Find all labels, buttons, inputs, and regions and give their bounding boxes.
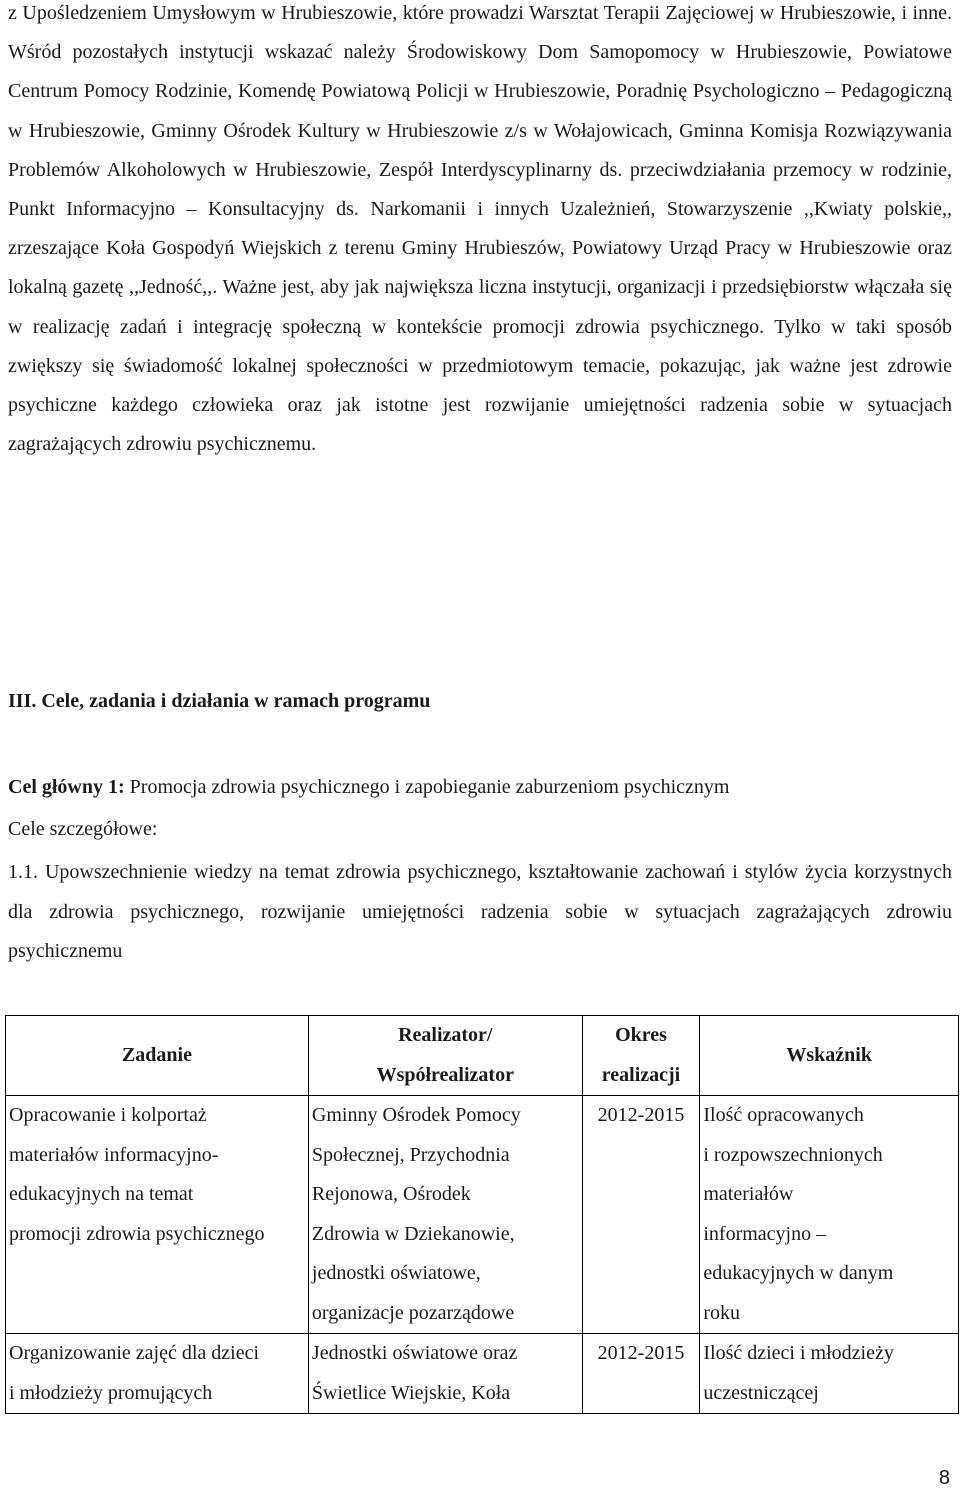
header-implementer-line1: Realizator/ xyxy=(398,1024,493,1046)
cell-line: Zdrowia w Dziekanowie, xyxy=(311,1222,515,1245)
header-indicator: Wskaźnik xyxy=(700,1016,959,1096)
goal-1-1: 1.1. Upowszechnienie wiedzy na temat zdrowia psychicznego, kształtowanie zachowań i stylów życia korzystnych dla zdrowia psychicznego, rozwijanie umiejętności radzenia sobie w sytuacjach zagrażających zdrowiu psychicznemu xyxy=(8,861,952,962)
header-period-line2: realizacji xyxy=(601,1063,681,1086)
cell-line: jednostki oświatowe, xyxy=(311,1262,481,1284)
intro-paragraph: z Upośledzeniem Umysłowym w Hrubieszowie, które prowadzi Warsztat Terapii Zajęciowej w Hrubieszowie, i inne. Wśród pozostałych instytucji wskazać należy Środowiskowy Dom Samopomocy w Hrubieszowie, Powiatowe Centrum Pomocy Rodzinie, Komendę Powiatową Policji w Hrubieszowie, Poradnię Psychologiczno – Pedagogiczną w Hrubieszowie, Gminny Ośrodek Kultury w Hrubieszowie z/s w Wołajowicach, Gminna Komisja Rozwiązywania Problemów Alkoholowych w Hrubieszowie, Zespół Interdyscyplinarny ds. przeciwdziałania przemocy w rodzinie, Punkt Informacyjno – Konsultacyjny ds. Narkomanii i innych Uzależnień, Stowarzyszenie ,,Kwiaty polskie,, zrzeszające Koła Gospodyń Wiejskich z terenu Gminy Hrubieszów, Powiatowy Urząd Pracy w Hrubieszowie oraz lokalną gazetę ,,Jedność,,. Ważne jest, aby jak największa liczna instytucji, organizacji i przedsiębiorstw włączała się w realizację zadań i integrację społeczną w kontekście promocji zdrowia psychicznego. Tylko w taki sposób zwiększy się świadomość lokalnej społeczności w przedmiotowym temacie, pokazując, jak ważne jest zdrowie psychiczne każdego człowieka oraz jak istotne jest rozwijanie umiejętności radzenia sobie w sytuacjach zagrażających zdrowiu psychicznemu. xyxy=(8,2,952,456)
cell-line: materiałów xyxy=(703,1183,794,1205)
cell-line: promocji zdrowia psychicznego xyxy=(9,1222,265,1245)
cell-indicator xyxy=(700,1096,959,1334)
cell-line: edukacyjnych w danym xyxy=(703,1262,894,1284)
table-row xyxy=(6,1334,959,1414)
section-heading: III. Cele, zadania i działania w ramach programu xyxy=(8,690,431,712)
cell-line: organizacje pozarządowe xyxy=(311,1301,515,1324)
cell-indicator xyxy=(700,1334,959,1414)
cell-line: i młodzieży promujących xyxy=(9,1381,213,1404)
cell-period: 2012-2015 xyxy=(582,1096,700,1334)
cell-line: Jednostki oświatowe oraz xyxy=(311,1342,518,1364)
cell-task xyxy=(6,1334,309,1414)
cell-line: roku xyxy=(703,1301,741,1324)
table-header-row xyxy=(6,1016,959,1096)
table-row xyxy=(6,1096,959,1334)
header-implementer-line2: Współrealizator xyxy=(376,1063,514,1086)
specific-goals-label: Cele szczegółowe: xyxy=(8,818,158,840)
cell-line: Rejonowa, Ośrodek xyxy=(311,1183,471,1205)
cell-line: edukacyjnych na temat xyxy=(9,1183,194,1205)
cell-line: i rozpowszechnionych xyxy=(703,1143,883,1166)
header-task: Zadanie xyxy=(6,1016,309,1096)
cell-line: uczestniczącej xyxy=(703,1381,819,1404)
cell-line: Świetlice Wiejskie, Koła xyxy=(311,1381,511,1404)
header-period-line1: Okres xyxy=(615,1024,667,1046)
page-number: 8 xyxy=(938,1467,950,1489)
cell-line: materiałów informacyjno- xyxy=(9,1143,219,1166)
cell-line: Gminny Ośrodek Pomocy xyxy=(311,1104,521,1126)
tasks-table xyxy=(5,1015,959,1414)
cell-line: Opracowanie i kolportaż xyxy=(9,1104,207,1126)
cell-line: informacyjno – xyxy=(703,1222,827,1245)
cell-implementer xyxy=(308,1096,582,1334)
cell-line: Organizowanie zajęć dla dzieci xyxy=(9,1342,260,1364)
header-period xyxy=(582,1016,700,1096)
header-implementer xyxy=(308,1016,582,1096)
cell-line: Ilość dzieci i młodzieży xyxy=(703,1342,894,1364)
cell-line: Ilość opracowanych xyxy=(703,1104,864,1126)
cell-period: 2012-2015 xyxy=(582,1334,700,1414)
main-goal-text: Promocja zdrowia psychicznego i zapobieganie zaburzeniom psychicznym xyxy=(129,776,730,798)
cell-implementer xyxy=(308,1334,582,1414)
cell-task xyxy=(6,1096,309,1334)
main-goal-label: Cel główny 1: xyxy=(8,776,125,798)
cell-line: Społecznej, Przychodnia xyxy=(311,1143,510,1166)
main-goal xyxy=(8,772,952,802)
